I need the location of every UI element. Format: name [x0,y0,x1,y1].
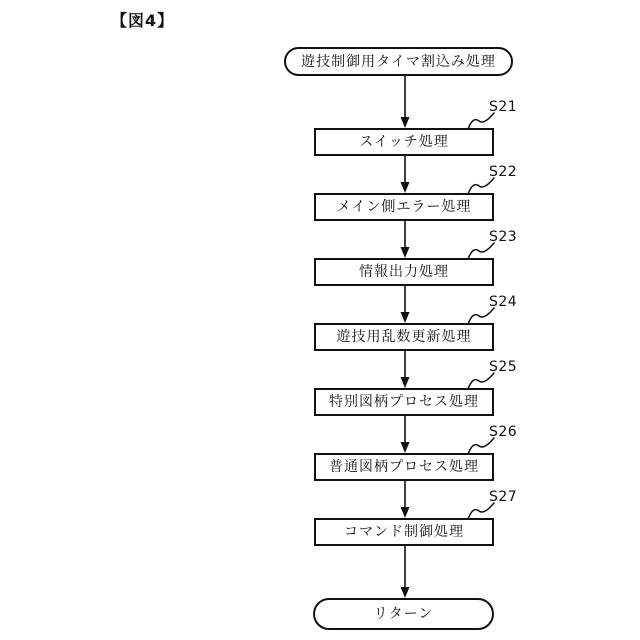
end-terminal-label: リターン [373,606,434,622]
process-box-label: メイン側エラー処理 [336,199,472,215]
start-terminal [284,47,513,76]
process-box-s25 [314,388,494,416]
step-label-s21: S21 [489,99,518,115]
process-box-label: 特別図柄プロセス処理 [329,394,479,410]
arrow-head [401,117,410,128]
arrow-head [401,442,410,453]
step-label-s26: S26 [489,424,518,440]
process-box-label: 情報出力処理 [359,264,449,280]
step-label-s23: S23 [489,229,518,245]
step-label-s25: S25 [489,359,518,375]
arrow-head [401,377,410,388]
leader-squiggle [468,373,494,389]
process-box-s24 [314,323,494,351]
process-box-label: 普通図柄プロセス処理 [329,459,479,475]
arrow-head [401,247,410,258]
leader-squiggle [468,113,494,129]
arrow-head [401,587,410,598]
process-box-s22 [314,193,494,221]
leader-squiggle [468,178,494,194]
arrow-head [401,182,410,193]
end-terminal [313,598,494,630]
arrow-head [401,312,410,323]
figure-title: 【図4】 [111,11,175,30]
process-box-s23 [314,258,494,286]
leader-squiggle [468,438,494,454]
process-box-s26 [314,453,494,481]
arrow-head [401,507,410,518]
start-terminal-label: 遊技制御用タイマ割込み処理 [301,53,496,70]
leader-squiggle [468,503,494,519]
process-box-s27 [314,518,494,546]
process-box-s21 [314,128,494,156]
process-box-label: コマンド制御処理 [344,524,464,540]
step-label-s22: S22 [489,164,518,180]
step-label-s24: S24 [489,294,518,310]
process-box-label: 遊技用乱数更新処理 [336,329,472,345]
step-label-s27: S27 [489,489,518,505]
process-box-label: スイッチ処理 [359,134,449,150]
leader-squiggle [468,243,494,259]
leader-squiggle [468,308,494,324]
